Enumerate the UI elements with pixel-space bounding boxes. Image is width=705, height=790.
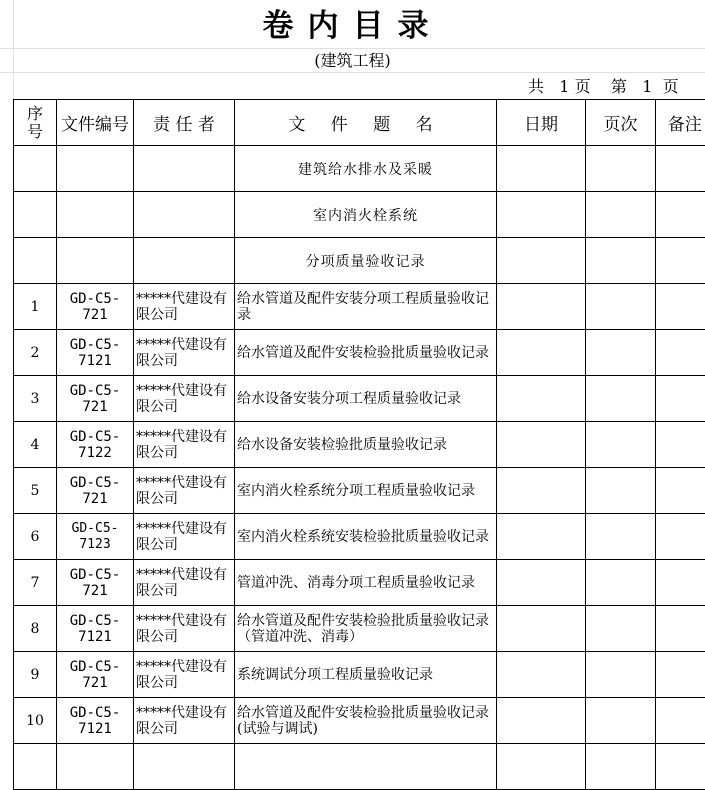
cell-pages: [586, 514, 656, 560]
cell-code: GD-C5-721: [57, 468, 134, 514]
cell-code-empty: [57, 238, 134, 284]
col-header-code: 文件编号: [57, 100, 134, 146]
cell-file-title: 给水设备安装分项工程质量验收记录: [235, 376, 497, 422]
catalog-table: [13, 99, 705, 790]
cell-no: 3: [14, 376, 57, 422]
table-row: [14, 330, 705, 376]
current-page: 1: [642, 76, 652, 98]
cell-no: 5: [14, 468, 57, 514]
total-label: 共: [528, 76, 544, 98]
cell-date: [497, 238, 586, 284]
section-row: [14, 146, 705, 192]
cell-code: GD-C5-7121: [57, 330, 134, 376]
cell-code: GD-C5-721: [57, 560, 134, 606]
cell-date: [497, 606, 586, 652]
cell-date: [497, 422, 586, 468]
cell-file-title: 给水管道及配件安装检验批质量验收记录(试验与调试): [235, 698, 497, 744]
cell-code: GD-C5-7121: [57, 606, 134, 652]
cell-notes: [656, 192, 705, 238]
empty-row: [14, 744, 705, 790]
cell-pages: [586, 284, 656, 330]
table-row: [14, 468, 705, 514]
cell-pages: [586, 146, 656, 192]
cell-pages: [586, 376, 656, 422]
col-header-notes: 备注: [656, 100, 705, 146]
cell-code: GD-C5-7122: [57, 422, 134, 468]
current-unit: 页: [663, 76, 679, 98]
cell-no: 10: [14, 698, 57, 744]
cell-notes: [656, 606, 705, 652]
cell-file-title: 室内消火栓系统分项工程质量验收记录: [235, 468, 497, 514]
cell-notes: [656, 698, 705, 744]
cell-date: [497, 192, 586, 238]
cell-notes: [656, 514, 705, 560]
page-subtitle: (建筑工程): [0, 50, 705, 72]
cell-file-title: [235, 744, 497, 790]
cell-code: GD-C5-721: [57, 652, 134, 698]
cell-file-title: 给水管道及配件安装检验批质量验收记录（管道冲洗、消毒）: [235, 606, 497, 652]
cell-no-empty: [14, 146, 57, 192]
cell-pages: [586, 698, 656, 744]
current-label: 第: [611, 76, 627, 98]
cell-date: [497, 744, 586, 790]
table-row: [14, 376, 705, 422]
table-row: [14, 652, 705, 698]
cell-responsible: *****代建设有限公司: [134, 652, 235, 698]
cell-responsible: *****代建设有限公司: [134, 376, 235, 422]
cell-date: [497, 652, 586, 698]
cell-responsible-empty: [134, 192, 235, 238]
page-count-info: [528, 76, 679, 98]
cell-responsible: [134, 744, 235, 790]
cell-file-title: 给水管道及配件安装分项工程质量验收记录: [235, 284, 497, 330]
section-row: [14, 192, 705, 238]
cell-code-empty: [57, 146, 134, 192]
cell-no: 1: [14, 284, 57, 330]
cell-file-title: 给水管道及配件安装检验批质量验收记录: [235, 330, 497, 376]
grid-line: [0, 72, 705, 73]
cell-pages: [586, 606, 656, 652]
cell-responsible: *****代建设有限公司: [134, 560, 235, 606]
cell-pages: [586, 744, 656, 790]
cell-pages: [586, 422, 656, 468]
cell-responsible: *****代建设有限公司: [134, 468, 235, 514]
cell-date: [497, 146, 586, 192]
cell-notes: [656, 284, 705, 330]
cell-date: [497, 468, 586, 514]
cell-pages: [586, 468, 656, 514]
cell-no: 6: [14, 514, 57, 560]
cell-notes: [656, 146, 705, 192]
cell-file-title: 管道冲洗、消毒分项工程质量验收记录: [235, 560, 497, 606]
cell-responsible: *****代建设有限公司: [134, 330, 235, 376]
cell-date: [497, 284, 586, 330]
cell-code-empty: [57, 192, 134, 238]
cell-date: [497, 698, 586, 744]
cell-no: 2: [14, 330, 57, 376]
cell-responsible: *****代建设有限公司: [134, 514, 235, 560]
cell-code: GD-C5-7121: [57, 698, 134, 744]
total-pages: 1: [559, 76, 569, 98]
section-heading: 室内消火栓系统: [235, 192, 497, 238]
cell-responsible: *****代建设有限公司: [134, 698, 235, 744]
cell-no-empty: [14, 192, 57, 238]
cell-notes: [656, 422, 705, 468]
cell-responsible: *****代建设有限公司: [134, 606, 235, 652]
cell-pages: [586, 560, 656, 606]
cell-file-title: 给水设备安装检验批质量验收记录: [235, 422, 497, 468]
cell-code: GD-C5-721: [57, 284, 134, 330]
cell-notes: [656, 652, 705, 698]
cell-file-title: 系统调试分项工程质量验收记录: [235, 652, 497, 698]
cell-no: 9: [14, 652, 57, 698]
cell-notes: [656, 330, 705, 376]
table-row: [14, 698, 705, 744]
cell-responsible: *****代建设有限公司: [134, 284, 235, 330]
cell-notes: [656, 560, 705, 606]
cell-date: [497, 560, 586, 606]
cell-no: 8: [14, 606, 57, 652]
cell-notes: [656, 376, 705, 422]
cell-date: [497, 514, 586, 560]
total-unit: 页: [575, 76, 591, 98]
cell-notes: [656, 744, 705, 790]
col-header-pages: 页次: [586, 100, 656, 146]
header-row: [14, 100, 705, 146]
cell-file-title: 室内消火栓系统安装检验批质量验收记录: [235, 514, 497, 560]
cell-responsible: *****代建设有限公司: [134, 422, 235, 468]
col-header-no: 序号: [14, 100, 57, 146]
table-row: [14, 422, 705, 468]
table-row: [14, 560, 705, 606]
cell-no: 7: [14, 560, 57, 606]
section-row: [14, 238, 705, 284]
table-row: [14, 514, 705, 560]
cell-date: [497, 330, 586, 376]
page-title: 卷内目录: [0, 2, 705, 50]
cell-code: GD-C5-7123: [57, 514, 134, 560]
section-heading: 分项质量验收记录: [235, 238, 497, 284]
table-row: [14, 606, 705, 652]
cell-code: [57, 744, 134, 790]
table-row: [14, 284, 705, 330]
section-heading: 建筑给水排水及采暖: [235, 146, 497, 192]
cell-pages: [586, 330, 656, 376]
cell-responsible-empty: [134, 238, 235, 284]
cell-pages: [586, 652, 656, 698]
cell-code: GD-C5-721: [57, 376, 134, 422]
cell-no: 4: [14, 422, 57, 468]
cell-notes: [656, 468, 705, 514]
cell-responsible-empty: [134, 146, 235, 192]
cell-pages: [586, 192, 656, 238]
cell-notes: [656, 238, 705, 284]
cell-no-empty: [14, 238, 57, 284]
col-header-responsible: 责 任 者: [134, 100, 235, 146]
col-header-title: 文 件 题 名: [235, 100, 497, 146]
cell-pages: [586, 238, 656, 284]
cell-no: [14, 744, 57, 790]
cell-date: [497, 376, 586, 422]
col-header-date: 日期: [497, 100, 586, 146]
